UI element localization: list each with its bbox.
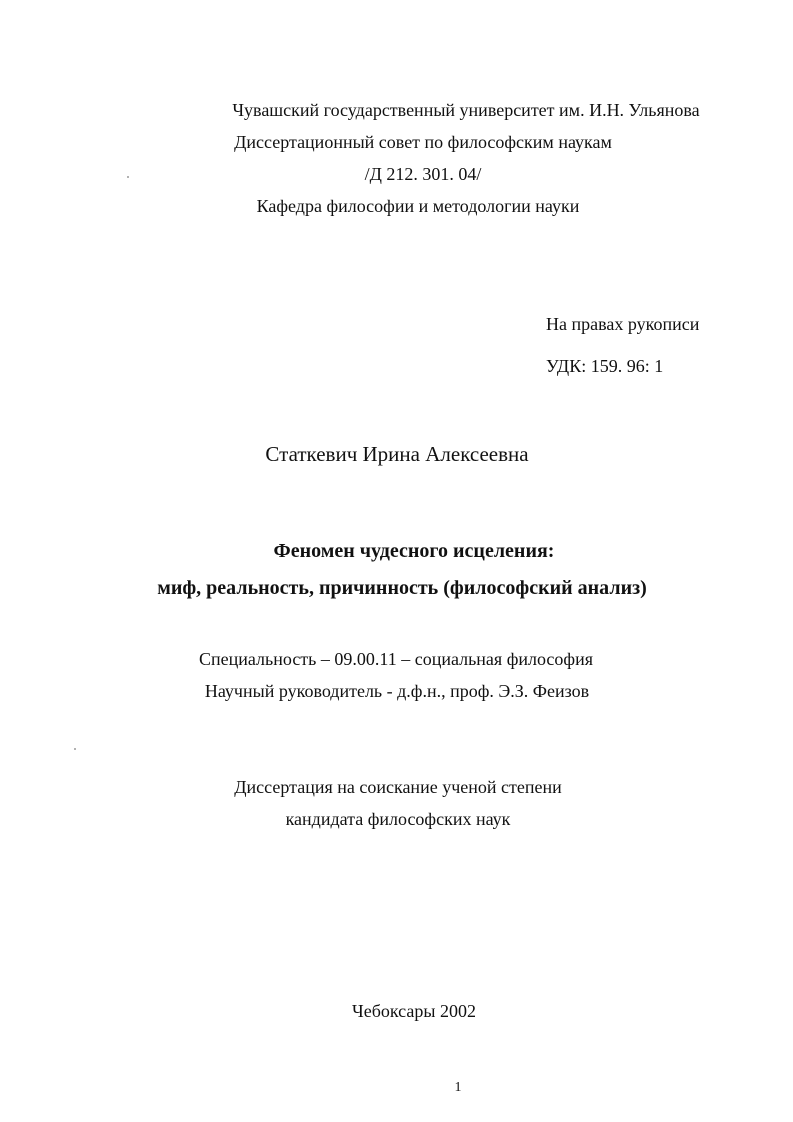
page-number: 1 [454,1080,462,1095]
university-name: Чувашский государственный университет им. И.Н. Ульянова [232,100,700,120]
dissertation-title-line-1: Феномен чудесного исцеления: [273,540,555,562]
degree-statement-line-2: кандидата философских наук [285,809,511,829]
council-code: /Д 212. 301. 04/ [364,164,482,184]
scan-speck [127,176,129,178]
city-year: Чебоксары 2002 [352,1001,476,1021]
author-name: Статкевич Ирина Алексеевна [265,442,529,466]
department-name: Кафедра философии и методологии науки [256,196,580,216]
manuscript-note: На правах рукописи [546,314,700,334]
degree-statement-line-1: Диссертация на соискание ученой степени [234,777,562,797]
specialty: Специальность – 09.00.11 – социальная философия [199,649,593,669]
scientific-supervisor: Научный руководитель - д.ф.н., проф. Э.З. Феизов [204,681,590,701]
udc-code: УДК: 159. 96: 1 [546,356,664,376]
dissertation-title-line-2: миф, реальность, причинность (философский анализ) [157,577,647,599]
scan-speck [74,748,76,750]
dissertation-council: Диссертационный совет по философским наукам [234,132,612,152]
